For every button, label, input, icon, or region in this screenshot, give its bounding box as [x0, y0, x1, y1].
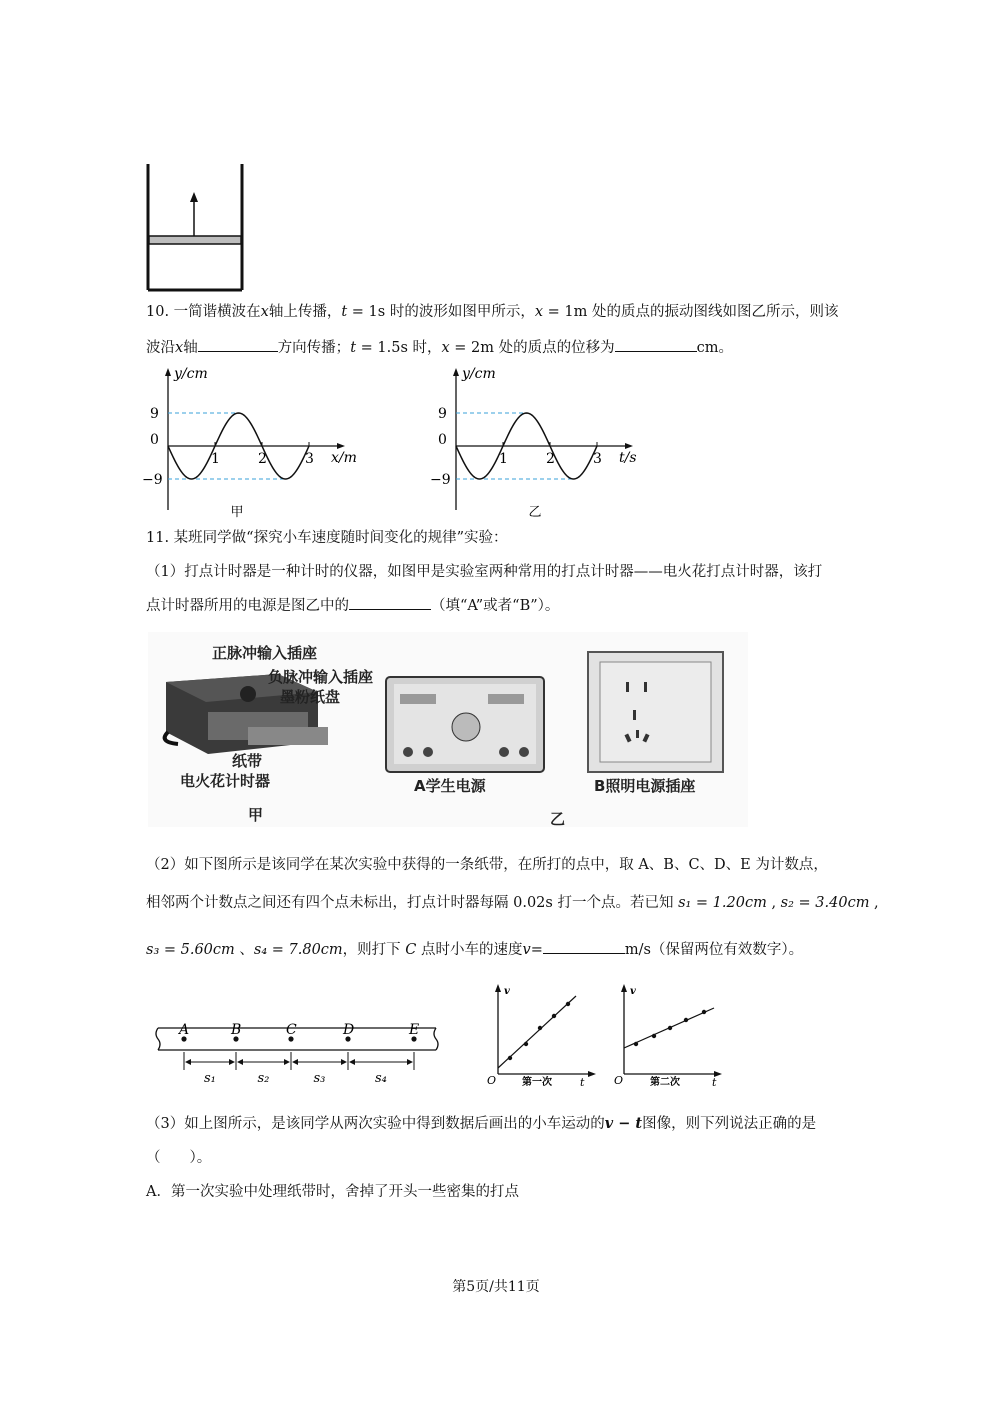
vt-point: [634, 1042, 638, 1046]
page-footer: 第5页/共11页: [452, 1279, 540, 1295]
segment-arrow: [407, 1059, 413, 1065]
y-tick-label: 9: [150, 406, 159, 422]
label-jia: 甲: [248, 806, 264, 824]
label-spark-timer: 电火花计时器: [180, 772, 271, 790]
vt-point: [508, 1056, 512, 1060]
chart-title: 甲: [230, 505, 244, 520]
timer-photo-figure: [148, 632, 748, 827]
y-tick-label: 0: [150, 432, 159, 448]
vt-point: [566, 1002, 570, 1006]
label-socket-b: B照明电源插座: [594, 777, 696, 795]
answer-blank[interactable]: [349, 595, 431, 610]
tape-point-label: C: [286, 1022, 297, 1038]
vt-point: [684, 1018, 688, 1022]
tape-point-label: B: [231, 1022, 242, 1038]
q11-p3-line1: （3）如上图所示，是该同学从两次实验中得到数据后画出的小车运动的v − t图像，则下列说法正确的是: [146, 1115, 817, 1132]
label-power-a: A学生电源: [414, 777, 486, 795]
vt-point: [652, 1034, 656, 1038]
vt2-origin: O: [614, 1074, 624, 1087]
segment-arrow: [185, 1059, 191, 1065]
vibration-chart-yi: [428, 362, 658, 522]
segment-arrow: [229, 1059, 235, 1065]
vt-point: [552, 1014, 556, 1018]
label-paper-tape: 纸带: [232, 752, 263, 770]
x-tick-label: 2: [546, 451, 555, 467]
x-axis-arrow: [625, 443, 633, 449]
vt-graph-first: [484, 982, 600, 1088]
tape-point-label: A: [179, 1022, 190, 1038]
x-axis-label: x/m: [331, 450, 357, 466]
vt2-ylabel: v: [630, 986, 636, 997]
vt1-ylabel: v: [504, 986, 510, 997]
x-tick-label: 3: [305, 451, 314, 467]
vt-graph-second: [614, 982, 730, 1088]
y-axis-label: y/cm: [462, 366, 496, 382]
segment-label: s₃: [313, 1071, 326, 1086]
wave-chart-jia: [140, 362, 370, 522]
label-positive-socket: 正脉冲输入插座: [212, 644, 318, 662]
answer-blank[interactable]: [543, 939, 625, 954]
tape-point-label: D: [343, 1022, 355, 1038]
paper-tape-figure: [152, 1018, 444, 1090]
q11-option-a[interactable]: A．第一次实验中处理纸带时，舍掉了开头一些密集的打点: [146, 1184, 519, 1200]
q10-line1: 10. 一简谐横波在x轴上传播，t = 1s 时的波形如图甲所示，x = 1m 处的质点的振动图线如图乙所示，则该: [146, 304, 839, 320]
label-toner-disk: 墨粉纸盘: [280, 688, 341, 706]
x-axis-arrow: [337, 443, 345, 449]
segment-arrow: [284, 1059, 290, 1065]
vt1-xlabel: t: [580, 1076, 585, 1088]
vt-point: [702, 1010, 706, 1014]
wall-socket-photo: [588, 652, 723, 772]
segment-arrow: [341, 1059, 347, 1065]
segment-label: s₄: [375, 1071, 387, 1086]
x-tick-label: 2: [258, 451, 267, 467]
segment-label: s₂: [257, 1071, 270, 1086]
vt-point: [668, 1026, 672, 1030]
vt2-caption: 第二次: [650, 1077, 680, 1088]
y-tick-label: 0: [438, 432, 447, 448]
vt-point: [524, 1042, 528, 1046]
label-negative-socket: 负脉冲输入插座: [268, 668, 374, 686]
y-tick-label: −9: [142, 472, 163, 488]
student-power-supply-photo: [386, 677, 544, 772]
segment-arrow: [292, 1059, 298, 1065]
q11-p2-line1: （2）如下图所示是该同学在某次实验中获得的一条纸带，在所打的点中，取 A、B、C、D、E 为计数点，: [146, 857, 828, 873]
vt1-caption: 第一次: [522, 1077, 552, 1088]
q11-p3-line2: （ ）。: [146, 1150, 212, 1166]
x-tick-label: 1: [211, 451, 220, 467]
vt1-origin: O: [487, 1074, 497, 1087]
piston-figure: [140, 160, 250, 295]
q11-p1-line1: （1）打点计时器是一种计时的仪器，如图甲是实验室两种常用的打点计时器——电火花打点计时器，该打: [146, 564, 823, 580]
vt2-xlabel: t: [712, 1076, 717, 1088]
x-tick-label: 1: [499, 451, 508, 467]
q11-title: 11. 某班同学做“探究小车速度随时间变化的规律”实验：: [146, 530, 508, 546]
y-axis-label: y/cm: [174, 366, 208, 382]
answer-blank[interactable]: [615, 337, 697, 352]
vt-point: [538, 1026, 542, 1030]
y-axis-arrow: [165, 368, 171, 376]
q10-line2: 波沿x轴 方向传播；t = 1.5s 时，x = 2m 处的质点的位移为 cm。: [146, 337, 733, 358]
q11-p2-line3: s₃ = 5.60cm 、s₄ = 7.80cm，则打下 C 点时小车的速度v= m/s（保留两位有效数字）。: [146, 939, 803, 960]
segment-arrow: [349, 1059, 355, 1065]
x-axis-label: t/s: [619, 450, 637, 466]
q11-p2-line2: 相邻两个计数点之间还有四个点未标出，打点计时器每隔 0.02s 打一个点。若已知 s₁ = 1.20cm , s₂ = 3.40cm ,: [146, 895, 879, 911]
x-tick-label: 3: [593, 451, 602, 467]
y-tick-label: 9: [438, 406, 447, 422]
chart-title: 乙: [528, 505, 542, 520]
segment-arrow: [237, 1059, 243, 1065]
q11-p1-line2: 点计时器所用的电源是图乙中的 （填“A”或者“B”）。: [146, 595, 559, 616]
answer-blank[interactable]: [198, 337, 278, 352]
y-axis-arrow: [453, 368, 459, 376]
tape-point-label: E: [409, 1022, 420, 1038]
label-yi: 乙: [550, 810, 566, 828]
segment-label: s₁: [204, 1071, 216, 1086]
y-tick-label: −9: [430, 472, 451, 488]
